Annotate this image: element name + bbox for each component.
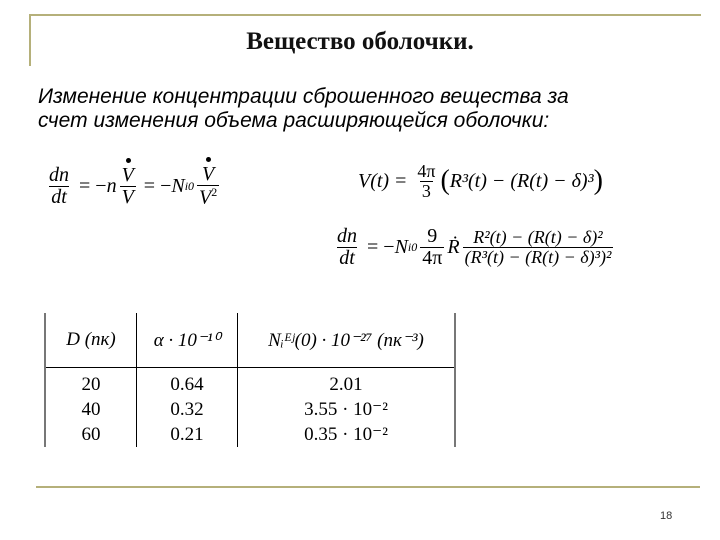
subtitle-line-1: Изменение концентрации сброшенного вещества за [38,85,569,108]
eq3-minus: − [383,236,395,258]
table-cell: 0.35 · 10⁻² [238,422,455,447]
equation-dn-dt-shell [332,226,616,269]
table-cell: 0.21 [137,422,238,447]
eq3-const-num: 9 [427,225,438,247]
table-header-row [46,313,454,368]
eq1-lhs-den: dt [51,185,67,208]
col-header-density: Nᵢᴱʲ(0) · 10⁻²⁷ (пк⁻³) [238,313,455,368]
table-cell: 2.01 [238,368,455,398]
eq1-minus: − [95,174,107,197]
eq2-lhs: V(t) [358,169,390,192]
eq1-vdot-2: V [202,163,215,185]
eq1-v-fraction [120,165,136,208]
eq1-vdot: V [121,163,134,186]
eq3-lhs-num: dn [337,225,357,247]
eq3-N-sub: i0 [407,240,418,254]
col-header-alpha: α · 10⁻¹⁰ [137,313,238,368]
eq3-lhs-fraction [335,226,359,269]
eq3-main-fraction [463,228,614,267]
eq2-const-den: 3 [421,180,431,201]
eq3-rdot: Ṙ [447,236,460,258]
data-table [44,313,456,447]
eq1-N: N [171,174,185,197]
eq3-const-den: 4π [422,247,443,269]
table-cell: 3.55 · 10⁻² [238,397,455,422]
eq2-body: R³(t) − (R(t) − δ)³ [449,169,594,192]
eq1-minus-2: − [160,174,172,197]
table-cell: 0.64 [137,368,238,398]
equation-volume: V(t) = $\frac{4\pi}{3}$ ( R³(t) − (R(t) − δ)³ ) [358,161,603,201]
eq3-const [420,226,444,269]
eq1-equals: = [79,174,91,197]
table-row [46,422,454,447]
table-cell: 0.32 [137,397,238,422]
table-cell: 20 [81,373,101,395]
slide-title: Вещество оболочки. [246,28,474,55]
eq1-n: n [106,174,117,197]
slide-subtitle [38,85,678,133]
table-row [46,397,454,422]
bottom-rule [36,486,700,488]
eq1-v: V [121,185,134,208]
eq1-lhs-fraction [47,165,71,208]
table-row [46,368,454,398]
top-rule [29,14,701,16]
eq2-equals: = [395,169,407,192]
table-cell: 40 [81,398,101,420]
eq1-v2-fraction [197,164,219,209]
eq1-lhs-num: dn [49,163,69,186]
eq3-lhs-den: dt [339,247,355,269]
eq3-den: (R³(t) − (R(t) − δ)³)² [464,247,612,267]
eq1-v-den-sup: 2 [211,185,218,199]
eq2-const [415,162,437,201]
eq3-num: R²(t) − (R(t) − δ)² [473,227,603,248]
subtitle-line-2: счет изменения объема расширяющейся оболочки: [38,109,550,132]
col-header-distance: D (пк) [46,313,137,368]
equation-dn-dt [44,164,222,209]
table-cell: 60 [81,423,101,445]
eq2-const-num: 4π [417,161,436,181]
page-number: 18 [660,510,673,522]
eq1-N-sub: i0 [184,178,195,193]
eq3-equals: = [367,236,379,258]
eq1-equals-2: = [143,174,156,197]
eq1-v-den: V [199,186,212,209]
eq3-N: N [394,236,408,258]
